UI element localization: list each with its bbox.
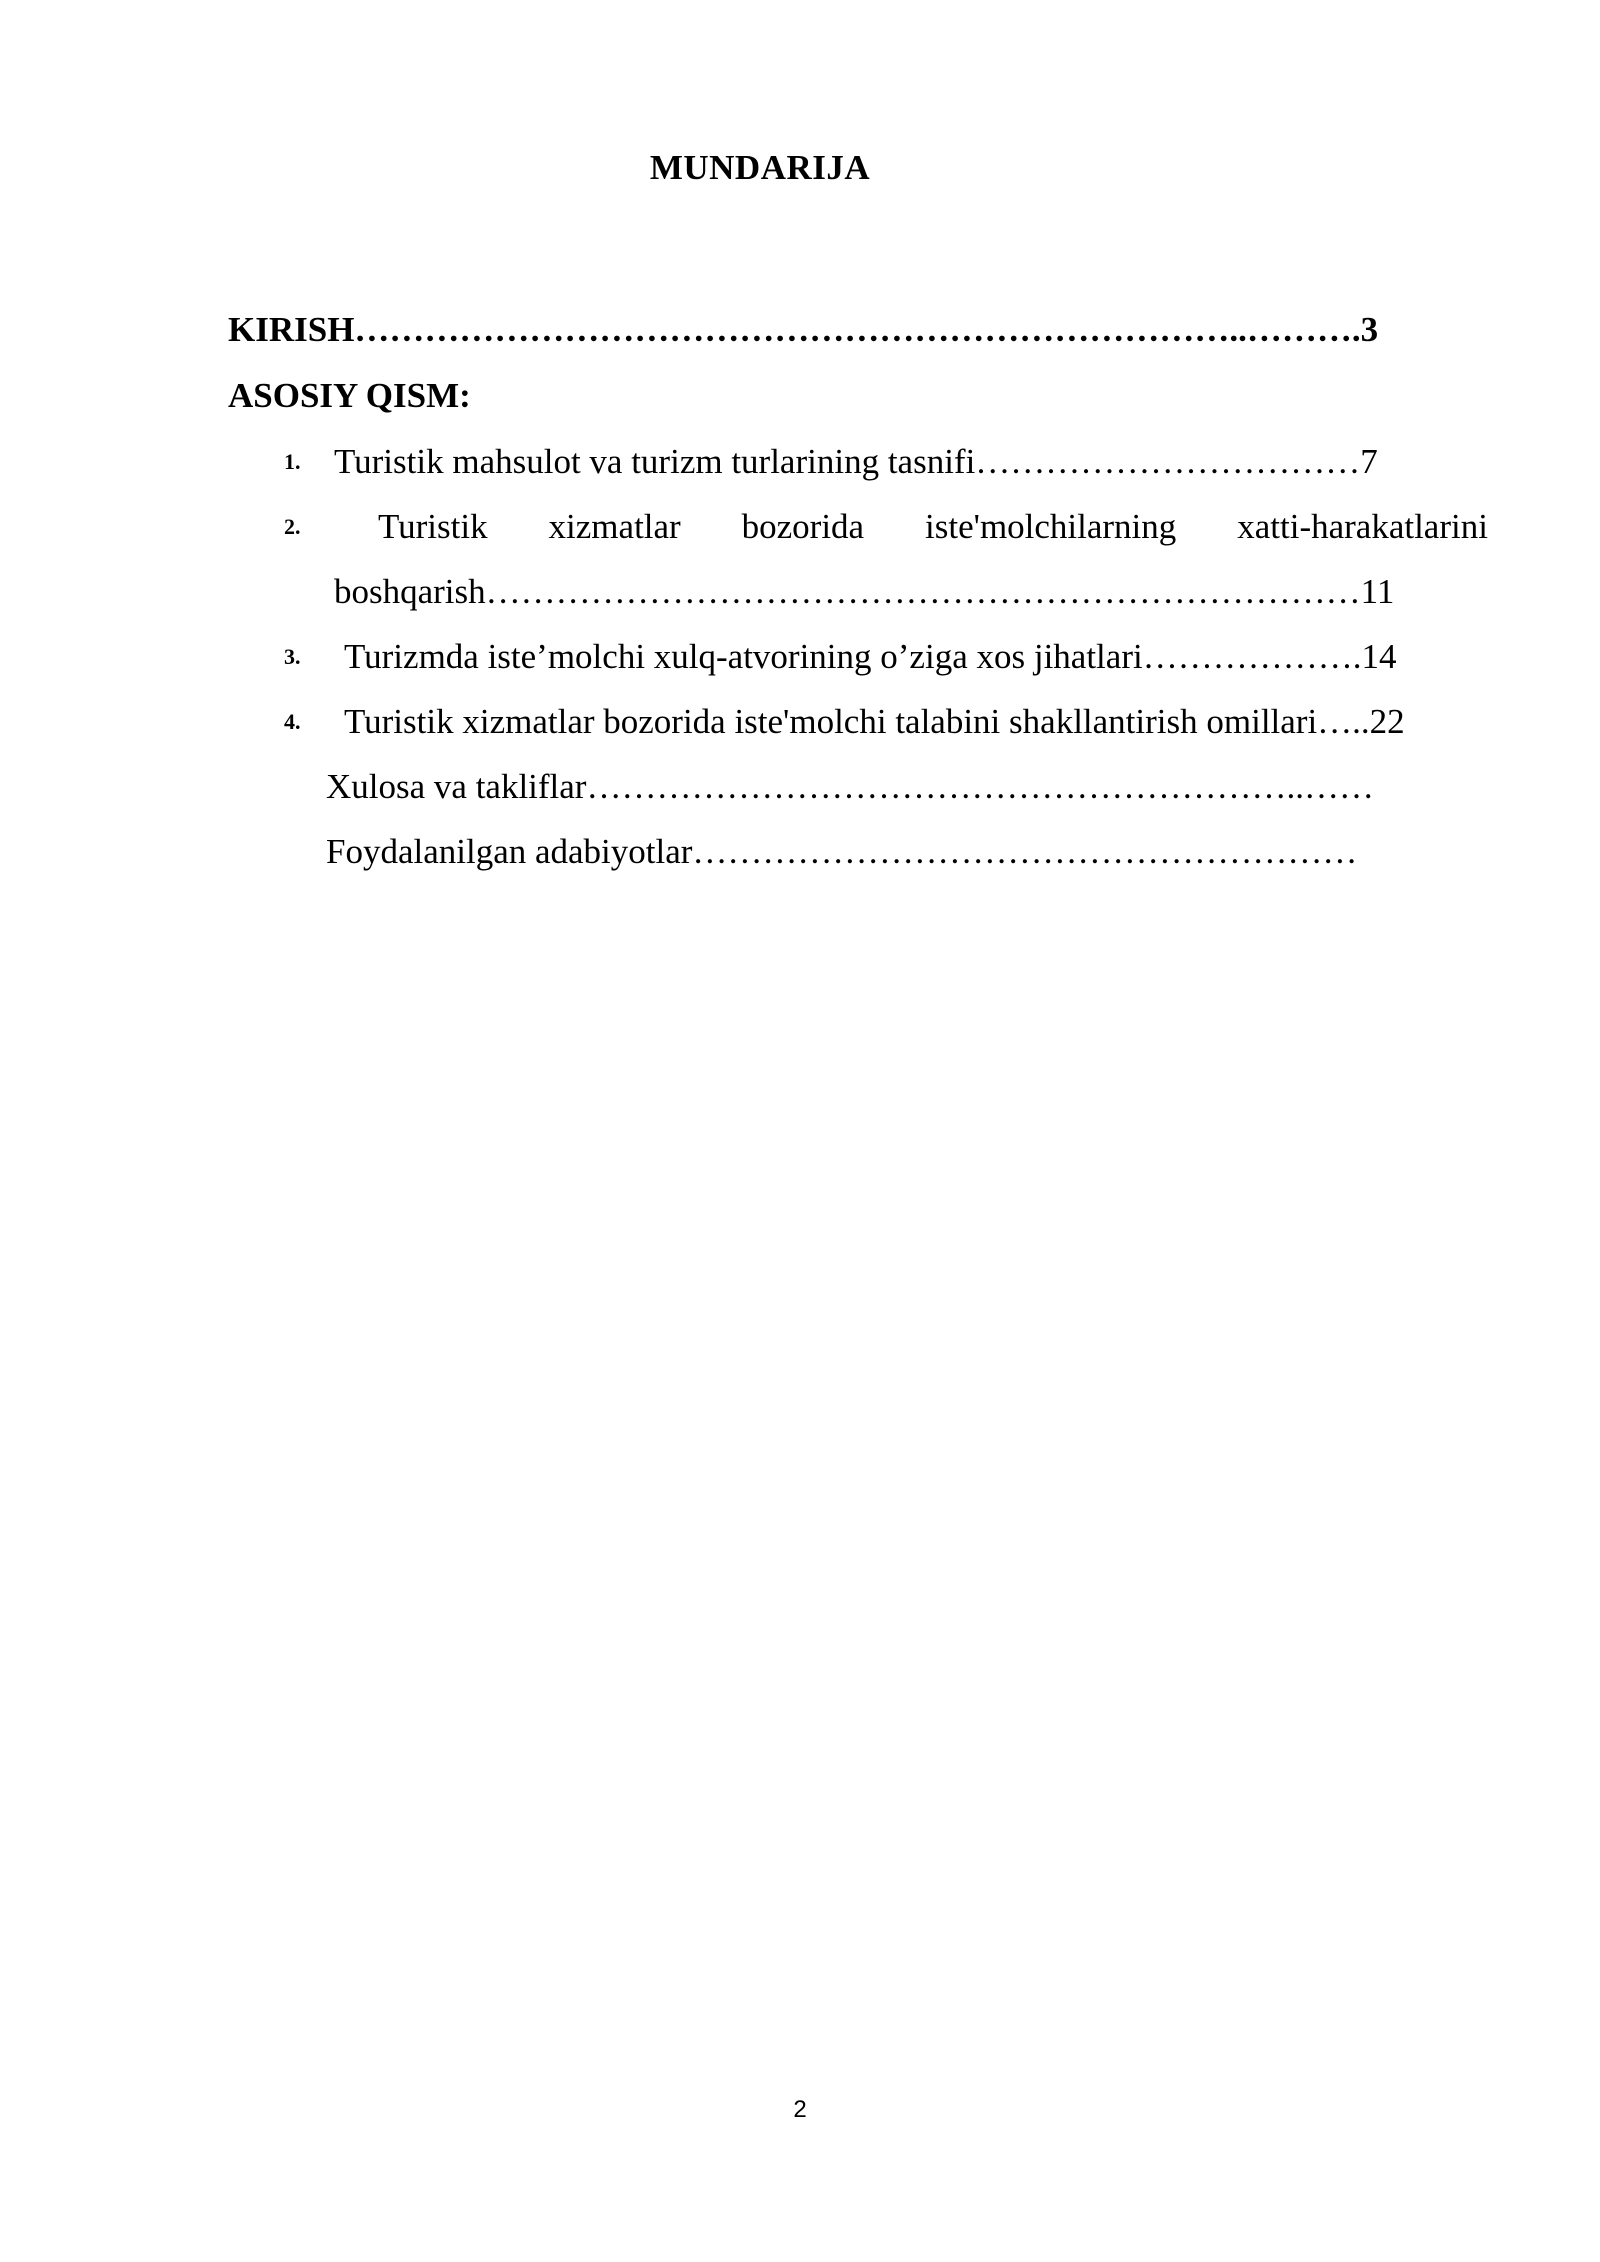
toc-item-number: 4. bbox=[284, 709, 301, 734]
toc-entry-word: iste'molchilarning bbox=[925, 507, 1177, 546]
toc-entry-word: bozorida bbox=[741, 507, 865, 546]
toc-item-number: 1. bbox=[284, 449, 301, 474]
toc-entry: Turistik mahsulot va turizm turlarining tasnifi……………………………7 bbox=[334, 442, 1378, 481]
toc-section-heading: ASOSIY QISM: bbox=[228, 376, 471, 415]
toc-entry: Turizmda iste’molchi xulq-atvorining o’ziga xos jihatlari……………….14 bbox=[344, 637, 1397, 676]
toc-entry-word: Turistik bbox=[378, 507, 488, 546]
toc-entry-justified bbox=[378, 503, 1488, 551]
page-title: MUNDARIJA bbox=[649, 148, 871, 187]
toc-item-number: 3. bbox=[284, 644, 301, 669]
toc-entry-continuation: boshqarish…………………………………………………………………11 bbox=[334, 572, 1395, 611]
toc-entry-kirish: KIRISH…………………………………………………………………..……….3 bbox=[228, 310, 1379, 349]
toc-entry-word: xatti-harakatlarini bbox=[1237, 507, 1488, 546]
toc-item-number: 2. bbox=[284, 514, 301, 539]
toc-entry-references: Foydalanilgan adabiyotlar………………………………………………… bbox=[326, 832, 1358, 871]
toc-entry: Turistik xizmatlar bozorida iste'molchi talabini shakllantirish omillari…..22 bbox=[344, 702, 1405, 741]
toc-entry-xulosa: Xulosa va takliflar……………………………………………………..…… bbox=[326, 767, 1374, 806]
page-number: 2 bbox=[793, 2096, 807, 2123]
toc-entry-word: xizmatlar bbox=[548, 507, 681, 546]
